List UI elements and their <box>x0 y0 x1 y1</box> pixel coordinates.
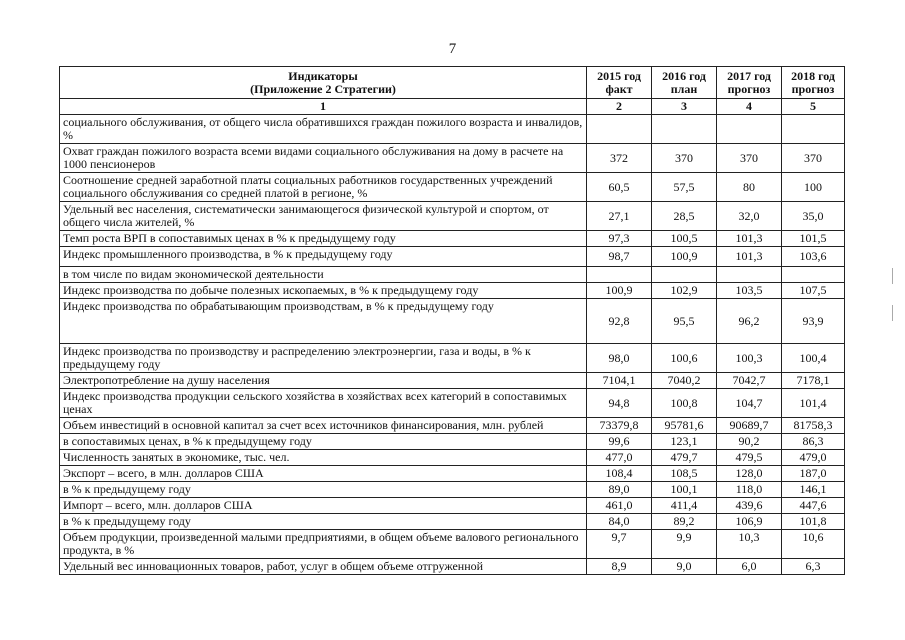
table-header <box>60 67 845 115</box>
indicator-label: Индекс производства по обрабатывающим производствам, в % к предыдущему году <box>60 299 587 344</box>
value-2018: 107,5 <box>782 283 845 299</box>
indicator-label: Импорт – всего, млн. долларов США <box>60 498 587 514</box>
header-year: 2016 год <box>662 68 706 83</box>
table-row <box>60 482 845 498</box>
value-2018: 93,9 <box>782 299 845 344</box>
value-2017: 104,7 <box>717 389 782 418</box>
value-2018: 7178,1 <box>782 373 845 389</box>
table-row <box>60 418 845 434</box>
table-row <box>60 299 845 344</box>
value-2016: 100,6 <box>652 344 717 373</box>
table-row <box>60 498 845 514</box>
indicator-label: Объем продукции, произведенной малыми предприятиями, в общем объеме валового регионального продукта, в % <box>60 530 587 559</box>
indicator-label: Удельный вес населения, систематически занимающегося физической культурой и спортом, от общего числа жителей, % <box>60 202 587 231</box>
header-kind: план <box>670 81 698 96</box>
column-number-row <box>60 99 845 115</box>
col-number: 5 <box>782 99 845 115</box>
value-2015: 99,6 <box>587 434 652 450</box>
value-2016 <box>652 267 717 283</box>
value-2016: 102,9 <box>652 283 717 299</box>
value-2016: 89,2 <box>652 514 717 530</box>
value-2015: 7104,1 <box>587 373 652 389</box>
header-kind: прогноз <box>791 81 835 96</box>
value-2018 <box>782 267 845 283</box>
table-row <box>60 115 845 144</box>
value-2016: 95,5 <box>652 299 717 344</box>
value-2016: 100,1 <box>652 482 717 498</box>
value-2017: 101,3 <box>717 247 782 267</box>
header-kind: факт <box>605 81 633 96</box>
header-year: 2018 год <box>791 68 835 83</box>
value-2017: 80 <box>717 173 782 202</box>
table-row <box>60 466 845 482</box>
indicators-table <box>59 66 845 575</box>
header-year-2015 <box>587 67 652 99</box>
table-row <box>60 559 845 575</box>
col-number: 4 <box>717 99 782 115</box>
value-2018: 103,6 <box>782 247 845 267</box>
value-2015: 372 <box>587 144 652 173</box>
table-row-subsection <box>60 267 845 283</box>
value-2016: 9,9 <box>652 530 717 559</box>
value-2016: 123,1 <box>652 434 717 450</box>
value-2015: 97,3 <box>587 231 652 247</box>
value-2017: 90,2 <box>717 434 782 450</box>
table-row <box>60 247 845 267</box>
value-2018: 101,8 <box>782 514 845 530</box>
indicator-label: Индекс промышленного производства, в % к предыдущему году <box>60 247 587 267</box>
value-2017: 10,3 <box>717 530 782 559</box>
value-2017 <box>717 267 782 283</box>
value-2015 <box>587 267 652 283</box>
indicator-label: Индекс производства продукции сельского хозяйства в хозяйствах всех категорий в сопоставимых ценах <box>60 389 587 418</box>
value-2016: 9,0 <box>652 559 717 575</box>
table-row <box>60 373 845 389</box>
value-2018: 6,3 <box>782 559 845 575</box>
header-year-2017 <box>717 67 782 99</box>
value-2015: 100,9 <box>587 283 652 299</box>
value-2017: 101,3 <box>717 231 782 247</box>
value-2015: 73379,8 <box>587 418 652 434</box>
value-2018: 101,4 <box>782 389 845 418</box>
header-row <box>60 67 845 99</box>
value-2015: 477,0 <box>587 450 652 466</box>
value-2018: 187,0 <box>782 466 845 482</box>
header-kind: прогноз <box>727 81 771 96</box>
header-indicators-subtitle: (Приложение 2 Стратегии) <box>250 81 396 96</box>
table-body <box>60 115 845 575</box>
value-2015: 84,0 <box>587 514 652 530</box>
table-row <box>60 144 845 173</box>
value-2015: 98,7 <box>587 247 652 267</box>
value-2015: 60,5 <box>587 173 652 202</box>
value-2018: 370 <box>782 144 845 173</box>
value-2017: 370 <box>717 144 782 173</box>
value-2018: 447,6 <box>782 498 845 514</box>
value-2017: 100,3 <box>717 344 782 373</box>
header-year-2018 <box>782 67 845 99</box>
value-2017: 439,6 <box>717 498 782 514</box>
value-2016: 411,4 <box>652 498 717 514</box>
value-2016: 370 <box>652 144 717 173</box>
table-row <box>60 283 845 299</box>
indicator-label: Соотношение средней заработной платы социальных работников государственных учреждений социального обслуживания со средней платой в регионе, % <box>60 173 587 202</box>
indicator-label: в том числе по видам экономической деятельности <box>60 267 587 283</box>
indicator-label: Индекс производства по производству и распределению электроэнергии, газа и воды, в % к предыдущему году <box>60 344 587 373</box>
value-2017: 118,0 <box>717 482 782 498</box>
value-2016: 479,7 <box>652 450 717 466</box>
table-row <box>60 389 845 418</box>
indicator-label: Электропотребление на душу населения <box>60 373 587 389</box>
value-2015 <box>587 115 652 144</box>
value-2015: 98,0 <box>587 344 652 373</box>
value-2017: 479,5 <box>717 450 782 466</box>
table-row <box>60 344 845 373</box>
table-row <box>60 530 845 559</box>
value-2018: 10,6 <box>782 530 845 559</box>
value-2016 <box>652 115 717 144</box>
header-year: 2015 год <box>597 68 641 83</box>
value-2018: 100 <box>782 173 845 202</box>
header-indicators-title: Индикаторы <box>288 68 358 83</box>
indicator-label: Экспорт – всего, в млн. долларов США <box>60 466 587 482</box>
value-2018: 101,5 <box>782 231 845 247</box>
indicator-label: Индекс производства по добыче полезных ископаемых, в % к предыдущему году <box>60 283 587 299</box>
table-row <box>60 173 845 202</box>
page-number: 7 <box>448 41 457 57</box>
table-row <box>60 202 845 231</box>
table-row <box>60 514 845 530</box>
value-2016: 100,8 <box>652 389 717 418</box>
value-2016: 108,5 <box>652 466 717 482</box>
value-2016: 100,5 <box>652 231 717 247</box>
value-2015: 8,9 <box>587 559 652 575</box>
value-2016: 95781,6 <box>652 418 717 434</box>
indicator-label: в % к предыдущему году <box>60 482 587 498</box>
value-2017: 106,9 <box>717 514 782 530</box>
col-number: 3 <box>652 99 717 115</box>
value-2015: 9,7 <box>587 530 652 559</box>
value-2017: 96,2 <box>717 299 782 344</box>
value-2015: 89,0 <box>587 482 652 498</box>
value-2018: 35,0 <box>782 202 845 231</box>
value-2017: 6,0 <box>717 559 782 575</box>
value-2015: 94,8 <box>587 389 652 418</box>
value-2017: 103,5 <box>717 283 782 299</box>
value-2018: 100,4 <box>782 344 845 373</box>
table-row <box>60 231 845 247</box>
indicator-label: социального обслуживания, от общего числа обратившихся граждан пожилого возраста и инвалидов, % <box>60 115 587 144</box>
value-2015: 108,4 <box>587 466 652 482</box>
indicator-label: Охват граждан пожилого возраста всеми видами социального обслуживания на дому в расчете на 1000 пенсионеров <box>60 144 587 173</box>
header-year: 2017 год <box>727 68 771 83</box>
value-2017 <box>717 115 782 144</box>
indicator-label: Удельный вес инновационных товаров, работ, услуг в общем объеме отгруженной <box>60 559 587 575</box>
table-row <box>60 434 845 450</box>
table-row <box>60 450 845 466</box>
indicator-label: Темп роста ВРП в сопоставимых ценах в % к предыдущему году <box>60 231 587 247</box>
value-2015: 27,1 <box>587 202 652 231</box>
value-2016: 100,9 <box>652 247 717 267</box>
value-2018 <box>782 115 845 144</box>
value-2017: 32,0 <box>717 202 782 231</box>
value-2017: 7042,7 <box>717 373 782 389</box>
value-2018: 81758,3 <box>782 418 845 434</box>
header-year-2016 <box>652 67 717 99</box>
col-number: 2 <box>587 99 652 115</box>
value-2015: 461,0 <box>587 498 652 514</box>
value-2016: 57,5 <box>652 173 717 202</box>
value-2016: 28,5 <box>652 202 717 231</box>
indicator-label: Объем инвестиций в основной капитал за счет всех источников финансирования, млн. рублей <box>60 418 587 434</box>
header-indicators <box>60 67 587 99</box>
col-number: 1 <box>60 99 587 115</box>
indicator-label: в сопоставимых ценах, в % к предыдущему году <box>60 434 587 450</box>
value-2017: 90689,7 <box>717 418 782 434</box>
value-2018: 146,1 <box>782 482 845 498</box>
value-2016: 7040,2 <box>652 373 717 389</box>
indicator-label: Численность занятых в экономике, тыс. чел. <box>60 450 587 466</box>
indicator-label: в % к предыдущему году <box>60 514 587 530</box>
value-2015: 92,8 <box>587 299 652 344</box>
value-2018: 86,3 <box>782 434 845 450</box>
value-2017: 128,0 <box>717 466 782 482</box>
value-2018: 479,0 <box>782 450 845 466</box>
